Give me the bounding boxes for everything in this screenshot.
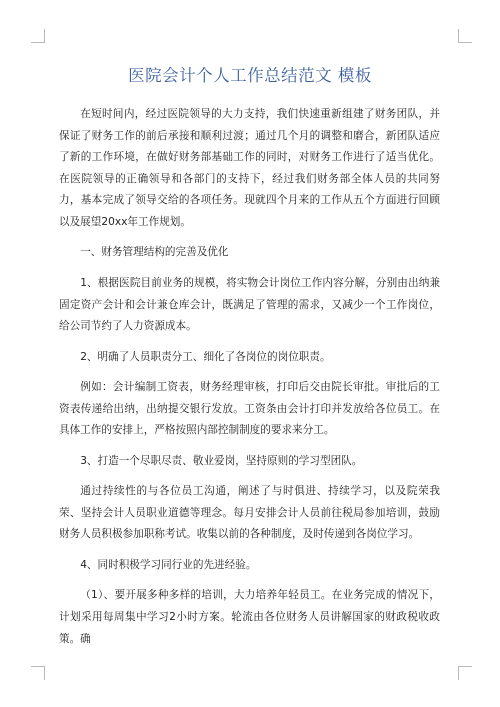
intro-paragraph: 在短时间内，经过医院领导的大力支持，我们快速重新组建了财务团队，并保证了财务工作的前后承接和顺利过渡；通过几个月的调整和磨合，新团队适应了新的工作环境，在做好财务部基础工作的同时，对财务工作进行了适当优化。在医院领导的正确领导和各部门的支持下，经过我们财务部全体人员的共同努力，基本完成了领导交给的各项任务。现就四个月来的工作从五个方面进行回顾以及展望20xx年工作规划。 [59, 108, 440, 228]
crop-mark-top-left [31, 29, 45, 43]
body-paragraph: 3、打造一个尽职尽责、敬业爱岗，坚持原则的学习型团队。 [80, 454, 363, 467]
section-heading: 一、财务管理结构的完善及优化 [80, 246, 229, 259]
body-paragraph: 例如：会计编制工资表，财务经理审核，打印后交由院长审批。审批后的工资表传递给出纳，出纳提交银行发放。工资条由会计打印并发放给各位员工。在具体工作的安排上，严格按照内部控制制度的要求来分工。 [59, 381, 440, 437]
body-paragraph: 4、同时积极学习同行业的先进经验。 [80, 558, 257, 571]
crop-mark-top-right [458, 29, 472, 43]
body-paragraph: （1）、要开展多种多样的培训，大力培养年轻员工。在业务完成的情况下，计划采用每周集中学习2小时方案。轮流由各位财务人员讲解国家的财政税收政策。确 [59, 589, 440, 645]
body-paragraph: 2、明确了人员职责分工、细化了各岗位的岗位职责。 [80, 350, 331, 363]
crop-mark-bottom-left [31, 666, 45, 680]
crop-mark-bottom-right [458, 666, 472, 680]
document-body [59, 104, 440, 659]
body-paragraph: 1、根据医院目前业务的规模，将实物会计岗位工作内容分解，分别由出纳兼固定资产会计和会计兼仓库会计，既满足了管理的需求，又减少一个工作岗位，给公司节约了人力资源成本。 [59, 276, 440, 333]
body-paragraph: 通过持续性的与各位员工沟通，阐述了与时俱进、持续学习，以及院荣我荣、坚持会计人员职业道德等理念。每月安排会计人员前往税局参加培训，鼓励财务人员积极参加职称考试。收集以前的各种制度，及时传递到各岗位学习。 [59, 485, 440, 541]
document-title: 医院会计个人工作总结范文 模板 [128, 66, 372, 85]
